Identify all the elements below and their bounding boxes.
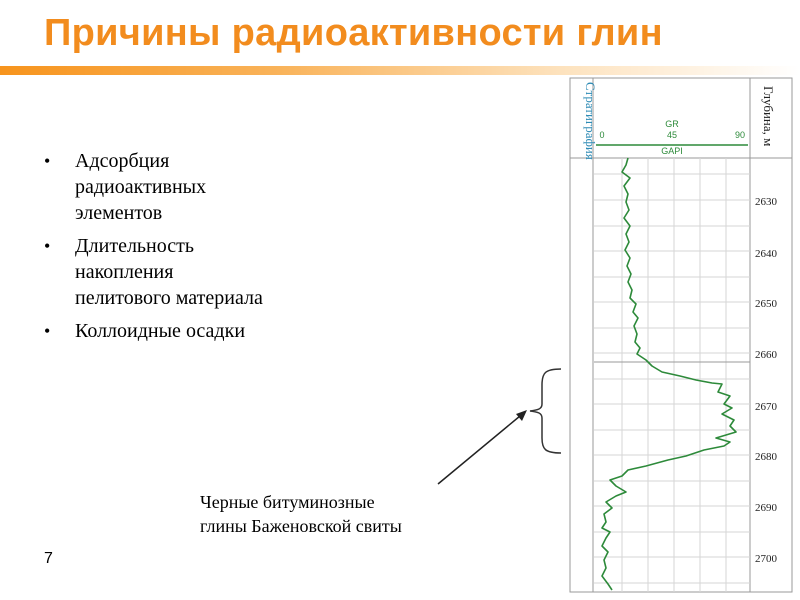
- bullet-dot-icon: •: [44, 236, 51, 256]
- bullet-dot-icon: •: [44, 151, 51, 171]
- caption-line: Черные битуминозные: [200, 492, 375, 512]
- slide-title: Причины радиоактивности глин: [44, 12, 663, 54]
- depth-tick: 2700: [755, 553, 777, 565]
- depth-tick: 2630: [755, 196, 777, 208]
- depth-ticks: [755, 196, 778, 565]
- bullet-line: Длительность: [75, 235, 194, 257]
- depth-tick: 2660: [755, 349, 777, 361]
- bullet-line: радиоактивных: [75, 176, 207, 198]
- caption: [200, 490, 500, 538]
- bullet-line: накопления: [75, 261, 174, 283]
- gr-scale-tick: 0: [599, 130, 605, 140]
- arrow-line: [438, 416, 520, 484]
- depth-tick: 2650: [755, 298, 777, 310]
- gr-curve-name: GR: [665, 119, 679, 129]
- caption-line: глины Баженовской свиты: [200, 516, 402, 536]
- depth-tick: 2670: [755, 401, 777, 413]
- bullet-line: Адсорбция: [75, 150, 170, 172]
- bracket-brace-icon: [530, 369, 561, 453]
- bullet-line: элементов: [75, 202, 163, 224]
- gr-scale-tick: 45: [666, 130, 678, 140]
- depth-tick: 2690: [755, 502, 777, 514]
- bullet-line: Коллоидные осадки: [75, 320, 246, 342]
- depth-tick: 2680: [755, 451, 777, 463]
- gr-unit: GAPI: [661, 146, 683, 156]
- strat-label: Стратиграфия: [583, 82, 598, 160]
- bullet-dot-icon: •: [44, 321, 51, 341]
- page-number: 7: [44, 550, 53, 567]
- bullet-line: пелитового материала: [75, 287, 263, 309]
- gr-scale-tick: 90: [734, 130, 746, 140]
- depth-label: Глубина, м: [761, 86, 776, 147]
- arrow-head-icon: [516, 410, 527, 421]
- depth-tick: 2640: [755, 248, 777, 260]
